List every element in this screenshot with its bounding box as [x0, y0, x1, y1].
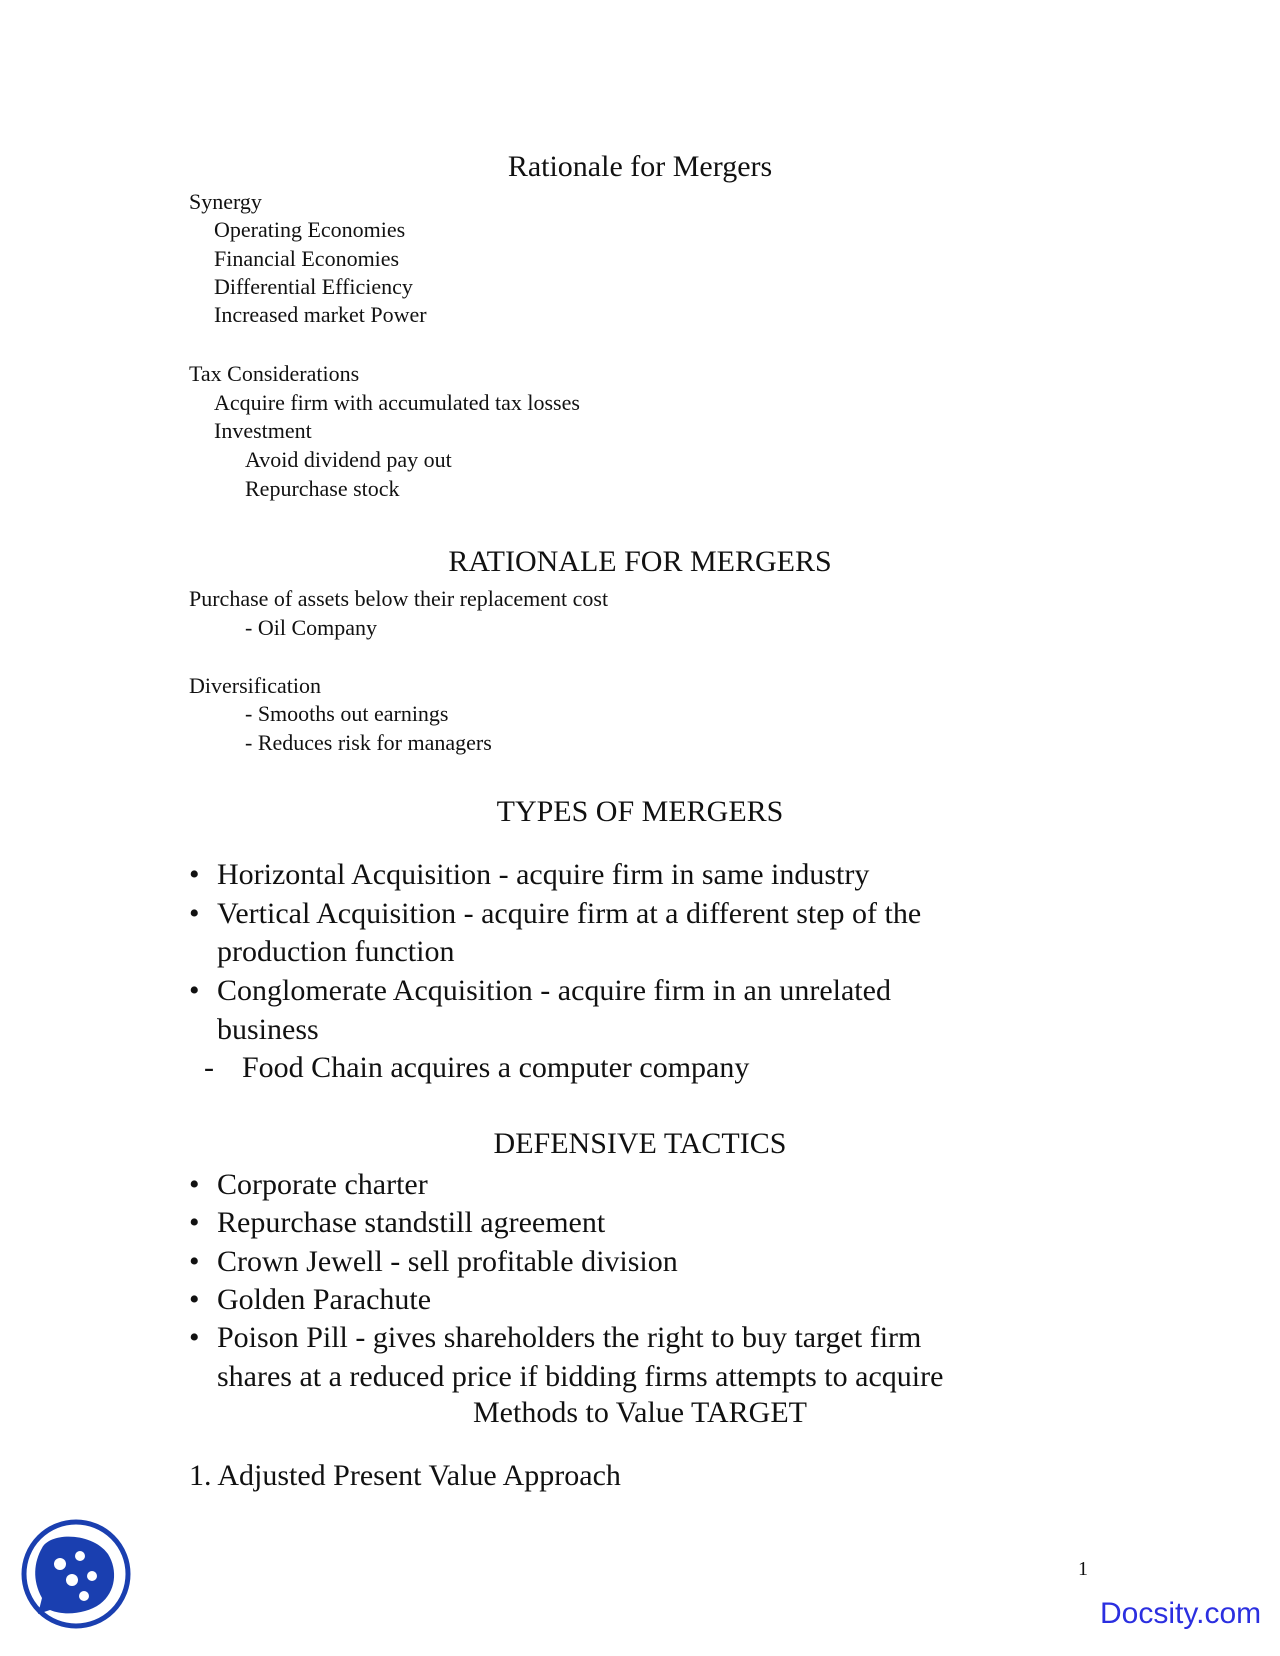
- diversification-subitem: - Reduces risk for managers: [245, 730, 492, 755]
- tax-item: Investment: [214, 418, 312, 443]
- docsity-logo-icon: [20, 1518, 132, 1630]
- synergy-item: Differential Efficiency: [214, 274, 413, 299]
- diversification-subitem: - Smooths out earnings: [245, 701, 449, 726]
- synergy-item: Financial Economies: [214, 246, 400, 271]
- synergy-item: Operating Economies: [214, 217, 406, 242]
- types-item: Conglomerate Acquisition - acquire firm in an unrelated: [217, 974, 891, 1007]
- bullet: •: [189, 1245, 200, 1278]
- bullet: •: [189, 1168, 200, 1201]
- defensive-item: Golden Parachute: [217, 1283, 432, 1316]
- tax-item: Acquire firm with accumulated tax losses: [214, 390, 580, 415]
- methods-item: 1. Adjusted Present Value Approach: [189, 1459, 621, 1492]
- tax-subitem: Repurchase stock: [245, 476, 400, 501]
- types-item-continuation: production function: [217, 935, 455, 968]
- defensive-item: Repurchase standstill agreement: [217, 1206, 606, 1239]
- bullet: •: [189, 897, 200, 930]
- purchase-subitem: - Oil Company: [245, 615, 377, 640]
- tax-heading: Tax Considerations: [189, 361, 360, 386]
- bullet: •: [189, 1321, 200, 1354]
- docsity-link[interactable]: Docsity.com: [1100, 1597, 1262, 1630]
- types-heading: TYPES OF MERGERS: [496, 795, 784, 828]
- synergy-item: Increased market Power: [214, 302, 427, 327]
- bullet: •: [189, 1206, 200, 1239]
- types-item: Horizontal Acquisition - acquire firm in same industry: [217, 858, 870, 891]
- bullet: •: [189, 1283, 200, 1316]
- tax-subitem: Avoid dividend pay out: [245, 447, 452, 472]
- page-title: Rationale for Mergers: [507, 150, 773, 183]
- rationale-heading: RATIONALE FOR MERGERS: [448, 545, 832, 578]
- defensive-item: Poison Pill - gives shareholders the right to buy target firm: [217, 1321, 922, 1354]
- diversification-heading: Diversification: [189, 673, 321, 698]
- defensive-heading: DEFENSIVE TACTICS: [493, 1127, 787, 1160]
- methods-heading: Methods to Value TARGET: [473, 1396, 807, 1429]
- defensive-item: Crown Jewell - sell profitable division: [217, 1245, 678, 1278]
- synergy-heading: Synergy: [189, 189, 262, 214]
- types-item: Vertical Acquisition - acquire firm at a different step of the: [217, 897, 922, 930]
- bullet: •: [189, 858, 200, 891]
- types-item-continuation: business: [217, 1013, 319, 1046]
- purchase-text: Purchase of assets below their replacement cost: [189, 586, 609, 611]
- bullet: •: [189, 974, 200, 1007]
- defensive-item: Corporate charter: [217, 1168, 428, 1201]
- page-number: 1: [1078, 1558, 1088, 1580]
- defensive-item-continuation: shares at a reduced price if bidding firms attempts to acquire: [217, 1360, 944, 1393]
- types-subitem: Food Chain acquires a computer company: [242, 1051, 750, 1084]
- dash-marker: -: [204, 1051, 214, 1084]
